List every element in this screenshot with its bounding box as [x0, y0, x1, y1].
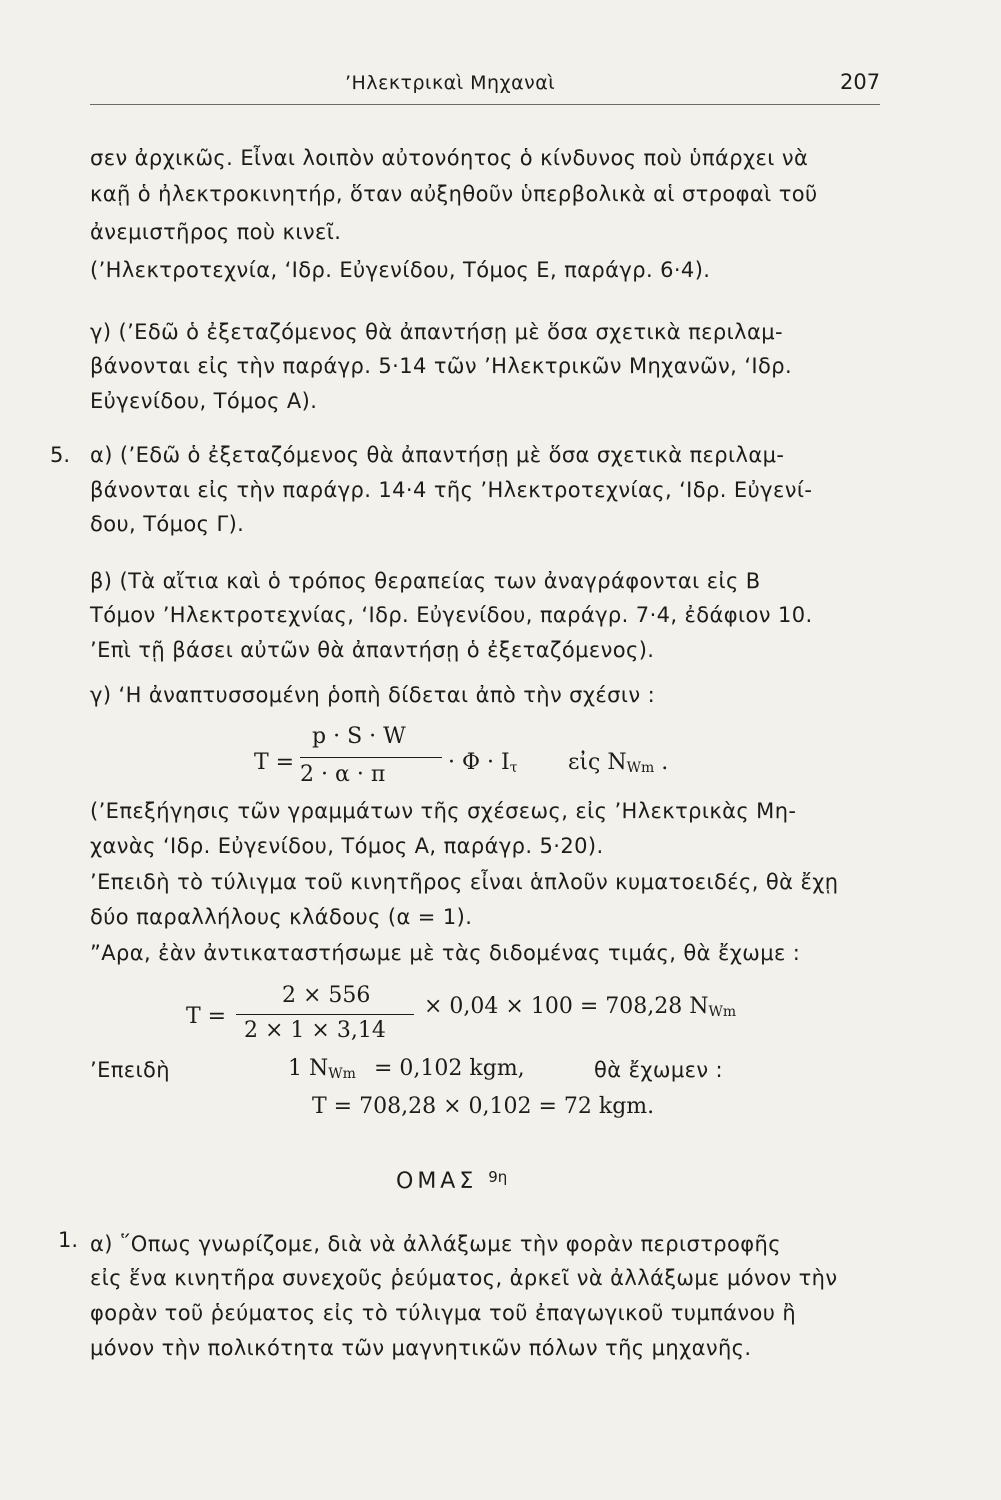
formula-units-text: εἰς N [568, 750, 627, 775]
formula-denominator: 2 × 1 × 3,14 [244, 1018, 386, 1043]
formula-lhs [288, 1056, 356, 1082]
text-line: (’Επεξήγησις τῶν γραμμάτων τῆς σχέσεως, εἰς ’Ηλεκτρικὰς Μη- [90, 799, 797, 823]
formula-factors-text: · Φ · I [448, 750, 510, 775]
running-head [0, 72, 1001, 102]
formula-final: T = 708,28 × 0,102 = 72 kgm. [312, 1094, 655, 1119]
text-line: δου, Τόμος Γ). [90, 512, 245, 536]
text-line: ”Αρα, ἐὰν ἀντικαταστήσωμε μὲ τὰς διδομένας τιμάς, θὰ ἔχωμε : [90, 941, 801, 965]
item-number: 5. [50, 443, 71, 467]
formula-subscript: τ [509, 760, 518, 776]
formula-lhs-text: 1 N [288, 1056, 329, 1081]
text-line: εἰς ἕνα κινητῆρα συνεχοῦς ῥεύματος, ἀρκεῖ νὰ ἀλλάξωμε μόνον τὴν [90, 1266, 838, 1290]
text-line: φορὰν τοῦ ῥεύματος εἰς τὸ τύλιγμα τοῦ ἐπαγωγικοῦ τυμπάνου ἢ [90, 1301, 797, 1325]
text-line: μόνον τὴν πολικότητα τῶν μαγνητικῶν πόλων τῆς μηχανῆς. [90, 1336, 752, 1360]
formula-subscript: Wm [328, 1066, 356, 1082]
text-line: α) (’Εδῶ ὁ ἐξεταζόμενος θὰ ἀπαντήσῃ μὲ ὅσα σχετικὰ περιλαμ- [90, 443, 785, 467]
text-line: Εὐγενίδου, Τόμος Α). [90, 389, 318, 413]
text-line: β) (Τὰ αἴτια καὶ ὁ τρόπος θεραπείας των ἀναγράφονται εἰς Β [90, 569, 761, 593]
since-label: ’Επειδὴ [90, 1058, 171, 1082]
formula-subscript: Wm [708, 1004, 737, 1020]
header-rule [90, 104, 880, 105]
group-heading-suffix: 9η [488, 1168, 508, 1186]
text-line: (’Ηλεκτροτεχνία, ‘Ιδρ. Εὐγενίδου, Τόμος Ε, παράγρ. 6·4). [90, 258, 711, 282]
formula-lhs: T = [254, 750, 295, 775]
fraction-bar [236, 1014, 414, 1015]
formula-numerator: p · S · W [312, 724, 406, 749]
group-heading [396, 1168, 507, 1194]
formula-tail: θὰ ἔχωμεν : [594, 1058, 724, 1082]
text-line: γ) ‘Η ἀναπτυσσομένη ῥοπὴ δίδεται ἀπὸ τὴν σχέσιν : [90, 683, 656, 707]
formula-result-text: × 0,04 × 100 = 708,28 N [424, 994, 709, 1019]
formula-units-suffix: . [661, 750, 669, 775]
formula-units [568, 750, 668, 776]
text-line: χανὰς ‘Ιδρ. Εὐγενίδου, Τόμος Α, παράγρ. 5·20). [90, 834, 604, 858]
formula-rhs: = 0,102 kgm, [374, 1056, 525, 1081]
formula-numerator: 2 × 556 [282, 983, 371, 1008]
text-line: Τόμον ’Ηλεκτροτεχνίας, ‘Ιδρ. Εὐγενίδου, παράγρ. 7·4, ἐδάφιον 10. [90, 603, 813, 627]
text-line: γ) (’Εδῶ ὁ ἐξεταζόμενος θὰ ἀπαντήσῃ μὲ ὅσα σχετικὰ περιλαμ- [90, 320, 783, 344]
formula-result [424, 994, 736, 1020]
group-heading-text: ΟΜΑΣ [396, 1169, 478, 1194]
text-line: α) ῞Οπως γνωρίζομε, διὰ νὰ ἀλλάξωμε τὴν φορὰν περιστροφῆς [90, 1232, 781, 1256]
formula-subscript: Wm [626, 760, 655, 776]
formula-factors [448, 750, 517, 776]
text-line: δύο παραλλήλους κλάδους (α = 1). [90, 905, 473, 929]
text-line: βάνονται εἰς τὴν παράγρ. 14·4 τῆς ’Ηλεκτροτεχνίας, ‘Ιδρ. Εὐγενί- [90, 478, 813, 502]
text-line: βάνονται εἰς τὴν παράγρ. 5·14 τῶν ’Ηλεκτρικῶν Μηχανῶν, ‘Ιδρ. [90, 354, 793, 378]
text-line: ἀνεμιστῆρος ποὺ κινεῖ. [90, 220, 342, 244]
text-line: σεν ἀρχικῶς. Εἶναι λοιπὸν αὐτονόητος ὁ κίνδυνος ποὺ ὑπάρχει νὰ [90, 146, 809, 170]
page-number: 207 [840, 70, 881, 94]
text-line: ’Επειδὴ τὸ τύλιγμα τοῦ κινητῆρος εἶναι ἁπλοῦν κυματοειδές, θὰ ἔχῃ [90, 870, 839, 894]
formula-lhs: T = [186, 1004, 227, 1029]
formula-denominator: 2 · α · π [300, 762, 386, 787]
item-number: 1. [58, 1228, 79, 1252]
text-line: ’Επὶ τῇ βάσει αὐτῶν θὰ ἀπαντήσῃ ὁ ἐξεταζόμενος). [90, 638, 655, 662]
text-line: καῇ ὁ ἠλεκτροκινητήρ, ὅταν αὐξηθοῦν ὑπερβολικὰ αἱ στροφαὶ τοῦ [90, 182, 818, 206]
fraction-bar [300, 757, 442, 758]
running-title: ’Ηλεκτρικαὶ Μηχαναὶ [345, 72, 556, 94]
